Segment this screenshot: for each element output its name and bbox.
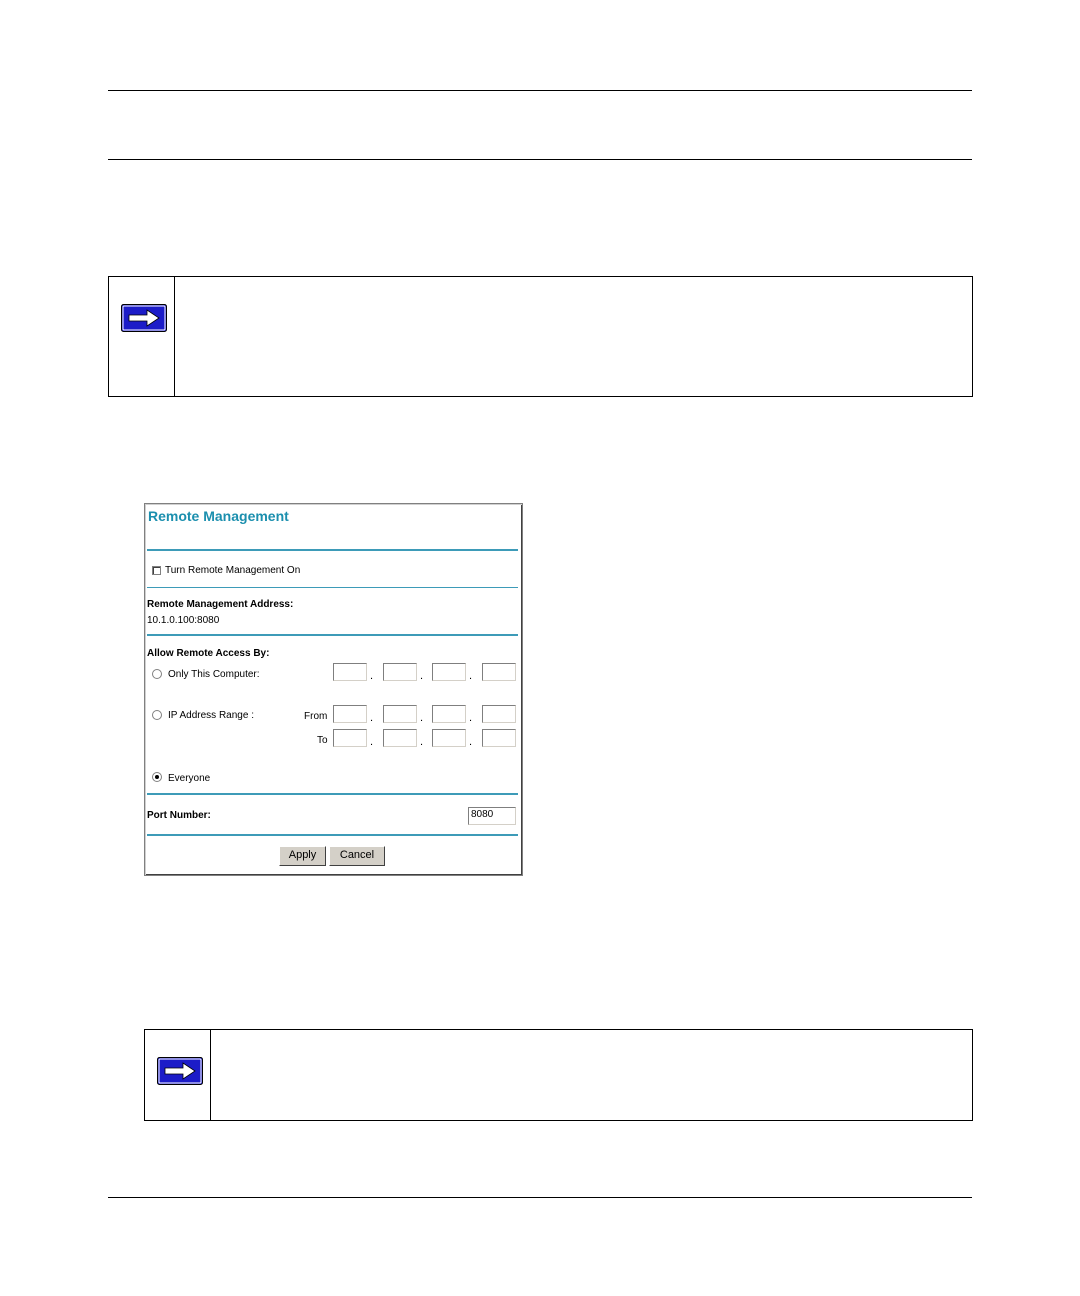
divider bbox=[147, 549, 518, 551]
only-this-computer-radio[interactable] bbox=[152, 669, 162, 679]
address-value: 10.1.0.100:8080 bbox=[147, 615, 220, 626]
to-label: To bbox=[317, 735, 328, 746]
ip-octet-input[interactable] bbox=[432, 663, 466, 681]
panel-title: Remote Management bbox=[148, 508, 289, 524]
ip-from-octet-input[interactable] bbox=[333, 705, 367, 723]
right-arrow-icon bbox=[157, 1057, 203, 1085]
ip-from-octet-input[interactable] bbox=[482, 705, 516, 723]
ip-separator: . bbox=[370, 670, 374, 682]
allow-label: Allow Remote Access By: bbox=[147, 648, 270, 659]
turn-on-checkbox[interactable] bbox=[152, 566, 161, 575]
note-box bbox=[144, 1029, 973, 1121]
note-icon-cell bbox=[109, 277, 175, 396]
everyone-label: Everyone bbox=[168, 773, 211, 784]
ip-range-label: IP Address Range : bbox=[168, 710, 254, 721]
ip-separator: . bbox=[370, 712, 374, 724]
port-number-input[interactable]: 8080 bbox=[468, 807, 516, 825]
ip-to-octet-input[interactable] bbox=[333, 729, 367, 747]
from-label: From bbox=[304, 711, 328, 722]
address-label: Remote Management Address: bbox=[147, 599, 294, 610]
ip-octet-input[interactable] bbox=[383, 663, 417, 681]
port-label: Port Number: bbox=[147, 810, 211, 821]
divider bbox=[147, 834, 518, 836]
ip-separator: . bbox=[469, 670, 473, 682]
remote-management-panel bbox=[144, 503, 523, 876]
cancel-button[interactable]: Cancel bbox=[329, 846, 385, 866]
right-arrow-icon bbox=[121, 304, 167, 332]
ip-separator: . bbox=[469, 712, 473, 724]
divider bbox=[147, 634, 518, 636]
note-box bbox=[108, 276, 973, 397]
divider bbox=[147, 793, 518, 795]
apply-button[interactable]: Apply bbox=[279, 846, 326, 866]
ip-from-octet-input[interactable] bbox=[432, 705, 466, 723]
ip-to-octet-input[interactable] bbox=[383, 729, 417, 747]
ip-separator: . bbox=[420, 712, 424, 724]
header-top-rule bbox=[108, 90, 972, 91]
footer-rule bbox=[108, 1197, 972, 1198]
only-this-computer-label: Only This Computer: bbox=[168, 669, 260, 680]
turn-on-label: Turn Remote Management On bbox=[165, 565, 301, 576]
everyone-radio[interactable] bbox=[152, 772, 162, 782]
ip-to-octet-input[interactable] bbox=[432, 729, 466, 747]
ip-separator: . bbox=[469, 736, 473, 748]
divider bbox=[147, 587, 518, 588]
ip-range-radio[interactable] bbox=[152, 710, 162, 720]
header-bottom-rule bbox=[108, 159, 972, 160]
ip-from-octet-input[interactable] bbox=[383, 705, 417, 723]
ip-separator: . bbox=[420, 670, 424, 682]
ip-separator: . bbox=[370, 736, 374, 748]
ip-separator: . bbox=[420, 736, 424, 748]
ip-octet-input[interactable] bbox=[482, 663, 516, 681]
ip-octet-input[interactable] bbox=[333, 663, 367, 681]
ip-to-octet-input[interactable] bbox=[482, 729, 516, 747]
